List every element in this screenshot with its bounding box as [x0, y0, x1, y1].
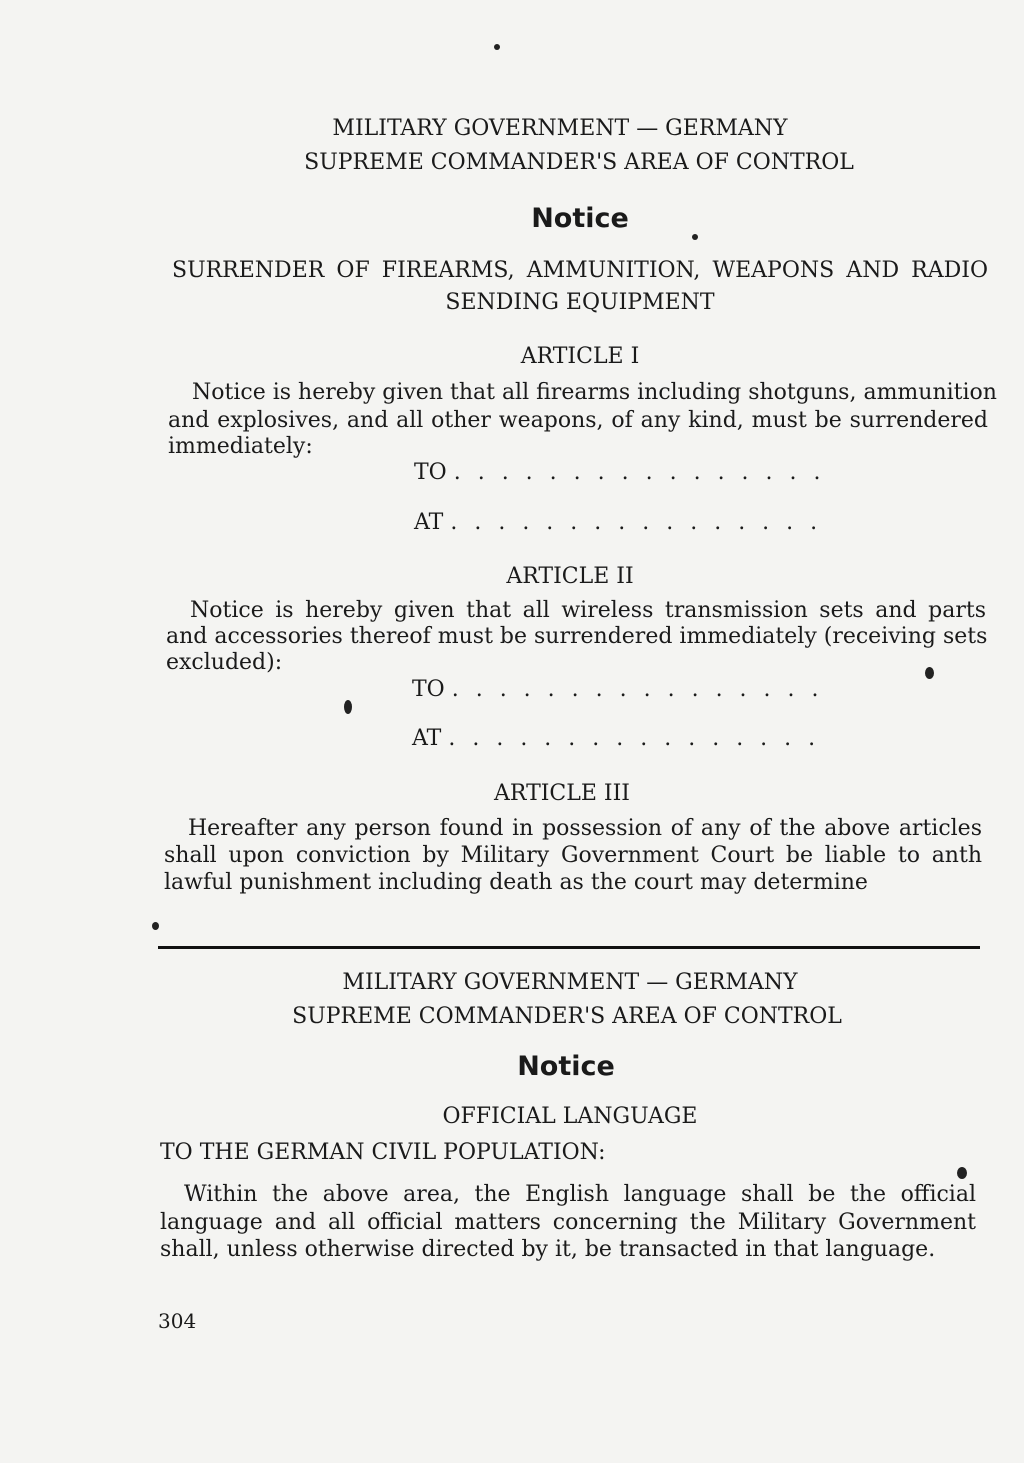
scan-speck [925, 667, 934, 679]
article1-to-label: TO [414, 460, 447, 485]
notice1-subject-line1: SURRENDER OF FIREARMS, AMMUNITION, WEAPONS AND RADIO [172, 258, 988, 283]
notice2-line3: shall, unless otherwise directed by it, be transacted in that language. [160, 1237, 936, 1262]
article2-at-blank: . . . . . . . . . . . . . . . . [448, 726, 821, 751]
article1-line3: immediately: [168, 434, 313, 459]
article2-line3: excluded): [166, 650, 283, 675]
notice2-line1: Within the above area, the English language shall be the official [184, 1182, 976, 1207]
scan-speck [957, 1167, 967, 1179]
article2-line2: and accessories thereof must be surrendered immediately (receiving sets [166, 624, 988, 649]
notice2-header-line2: SUPREME COMMANDER'S AREA OF CONTROL [292, 1004, 842, 1029]
notice1-header-line2: SUPREME COMMANDER'S AREA OF CONTROL [304, 150, 854, 175]
page-number: 304 [158, 1309, 197, 1333]
scan-speck [494, 44, 500, 50]
article3-line1: Hereafter any person found in possession of any of the above articles [188, 816, 982, 841]
article1-heading: ARTICLE I [520, 344, 640, 369]
article2-heading: ARTICLE II [506, 564, 634, 589]
article2-at-label: AT [412, 726, 442, 751]
notice2-subject: OFFICIAL LANGUAGE [442, 1104, 698, 1129]
article2-at-field [412, 726, 820, 752]
notice1-header-line1: MILITARY GOVERNMENT — GERMANY [332, 116, 788, 141]
scan-speck [692, 234, 698, 240]
article3-heading: ARTICLE III [494, 781, 630, 806]
article1-at-blank: . . . . . . . . . . . . . . . . [450, 510, 823, 535]
notice1-title: Notice [531, 203, 629, 234]
article1-line1: Notice is hereby given that all firearms including shotguns, ammunition [192, 380, 997, 405]
article1-at-field [414, 510, 822, 536]
notice2-header-line1: MILITARY GOVERNMENT — GERMANY [342, 970, 798, 995]
article1-to-blank: . . . . . . . . . . . . . . . . [453, 460, 826, 485]
scan-speck [344, 700, 352, 714]
article1-at-label: AT [414, 510, 444, 535]
notice2-line2: language and all official matters concerning the Military Government [160, 1210, 976, 1235]
notice2-address: TO THE GERMAN CIVIL POPULATION: [160, 1140, 606, 1165]
notice1-subject-line2: SENDING EQUIPMENT [445, 290, 715, 315]
article2-line1: Notice is hereby given that all wireless transmission sets and parts [190, 598, 986, 623]
article1-line2: and explosives, and all other weapons, of any kind, must be surrendered [168, 408, 988, 433]
notice2-title: Notice [517, 1051, 615, 1082]
article1-to-field [414, 460, 826, 486]
section-divider [158, 946, 980, 949]
article3-line3: lawful punishment including death as the court may determine [164, 870, 868, 895]
article2-to-field [412, 677, 824, 703]
article2-to-blank: . . . . . . . . . . . . . . . . [451, 677, 824, 702]
article3-line2: shall upon conviction by Military Government Court be liable to anth [164, 843, 982, 868]
article2-to-label: TO [412, 677, 445, 702]
scan-speck [152, 922, 159, 930]
